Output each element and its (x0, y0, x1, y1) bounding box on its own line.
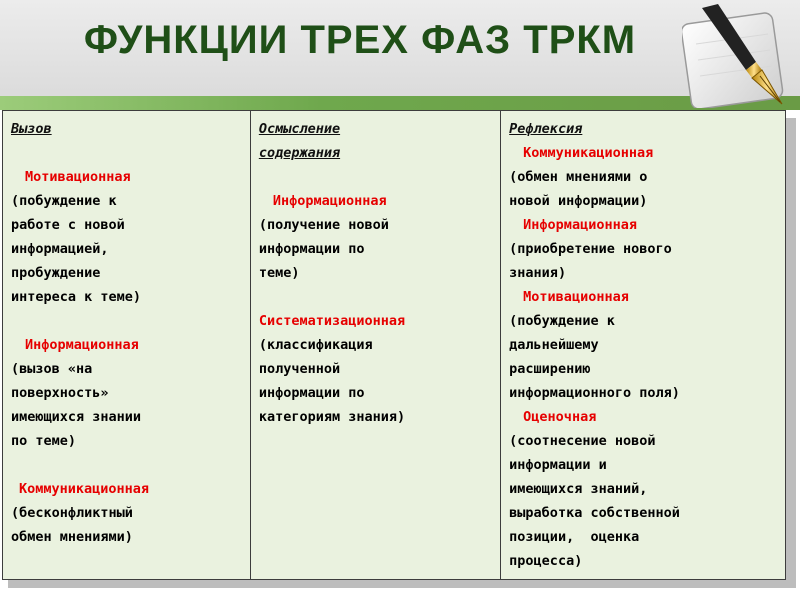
column-heading-comprehension-line: содержания (258, 145, 341, 161)
function-informational: Информационная (523, 217, 637, 233)
function-description-line: позиции, оценка (509, 529, 640, 545)
function-description-line: интереса к теме) (11, 289, 142, 305)
header-divider-bar (0, 96, 800, 110)
function-description-line: новой информации) (509, 193, 648, 209)
page-title: ФУНКЦИИ ТРЕХ ФАЗ ТРКМ (83, 18, 637, 62)
function-motivational: Мотивационная (25, 169, 131, 185)
function-description-line: (вызов «на (11, 361, 93, 377)
function-evaluative: Оценочная (523, 409, 597, 425)
function-description-line: поверхность» (11, 385, 109, 401)
function-description-line: обмен мнениями) (11, 529, 133, 545)
function-communicative: Коммуникационная (523, 145, 654, 161)
function-description-line: имеющихся знаний, (509, 481, 648, 497)
function-description-line: работе с новой (11, 217, 125, 233)
column-comprehension (250, 111, 500, 580)
function-description-line: расширению (509, 361, 591, 377)
function-description-line: имеющихся знании (11, 409, 142, 425)
function-description-line: (бесконфликтный (11, 505, 133, 521)
table-shadow-bottom (8, 580, 796, 588)
function-communicative: Коммуникационная (19, 481, 150, 497)
function-description-line: знания) (509, 265, 567, 281)
function-description-line: (побуждение к (509, 313, 615, 329)
function-motivational: Мотивационная (523, 289, 629, 305)
column-heading-challenge: Вызов (11, 121, 52, 137)
table-shadow-right (786, 118, 796, 586)
column-heading-reflection: Рефлексия (509, 121, 583, 137)
column-reflection (501, 111, 786, 580)
function-description-line: выработка собственной (509, 505, 680, 521)
column-heading-comprehension-line: Осмысление (258, 121, 341, 137)
function-description-line: по теме) (11, 433, 77, 449)
function-description-line: информационного поля) (509, 385, 680, 401)
function-description-line: (обмен мнениями о (509, 169, 648, 185)
function-description-line: информации и (509, 457, 607, 473)
function-description-line: (соотнесение новой (509, 433, 656, 449)
function-informational: Информационная (272, 193, 387, 209)
function-description-line: (побуждение к (11, 193, 117, 209)
phases-table (2, 110, 786, 580)
function-description-line: дальнейшему (509, 337, 599, 353)
function-description-line: пробуждение (11, 265, 101, 281)
function-description-line: категориям знания) (258, 409, 406, 425)
function-description-line: теме) (258, 265, 300, 281)
function-description-line: процесса) (509, 553, 583, 569)
function-description-line: (получение новой (258, 217, 389, 233)
function-systematizing: Систематизационная (258, 313, 406, 329)
fountain-pen-icon (682, 4, 792, 108)
function-informational: Информационная (25, 337, 139, 353)
function-description-line: (приобретение нового (509, 241, 672, 257)
function-description-line: информации по (258, 385, 365, 401)
function-description-line: информации по (258, 241, 365, 257)
column-challenge (3, 111, 251, 580)
function-description-line: информацией, (11, 241, 109, 257)
function-description-line: полученной (258, 361, 341, 377)
function-description-line: (классификация (258, 337, 373, 353)
